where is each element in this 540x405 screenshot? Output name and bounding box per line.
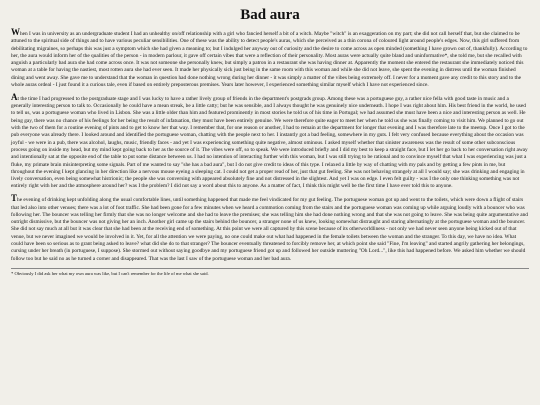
page-title: Bad aura [240,7,300,23]
paragraph-1 [11,27,529,89]
paragraph-2 [11,91,529,191]
footnote: * Obviously I did ask her what my own aura was like, but I can't remember for the life of me what she said. [11,271,209,277]
paragraph-text: hen I was in university as an undergraduate student I had an unhealthy on/off relationship with a girl who fancied herself a bit of a witch. Maybe "witch" is an exaggeration on my part; she did not call herself that, but she claimed to be attuned to the spiritual side of things and to have various peculiar sensibilities. One of these was the ability to detect people's auras, which she perceived as a thin corona of coloured light around people's edges. Now, this girl suffered from debilitating migraines, so perhaps this was just a symptom which she had given a meaning to; but I indulged her anyway out of curiosity and the desire to come across as open minded (something I have grown out of, thankfully). According to her, the aura would inform her of the qualities of the person - in modern parlour, it gave off certain vibes that were a reflection of their personality. Most auras were actually quite bland and uninformative*, she told me, but she recalled with anguish a particularly bad aura she had come across once. It was not someone she personally knew, but simply a patron in a restaurant she was having dinner at. Apparently the moment she entered the restaurant she immediately noticed this woman at a table for having the nastiest, most rotten aura she had ever seen. It made her physically sick just being in the same room with this woman and while she did not leave, she spent the evening in distress until the woman finished dining and went away. She gave me to understand that the woman in question had done nothing wrong during her dinner - it was simply a matter of the vibes being extremely off. I never for a moment gave any credit to this story and to the whole auras ordeal - I just found it a curious tale, even if based on entirely preposterous premises. Years later however, I experienced something similar myself which I have not experienced since. [11,31,528,89]
drop-cap: W [11,27,20,37]
drop-cap: T [11,193,18,204]
drop-cap: A [11,91,18,102]
footnote-divider [11,268,529,269]
paragraph-text: t the time I had progressed to the postgraduate stage and I was lucky to have a rather lively group of friends in the department's postgrads group. Among these was a portuguese guy, a rather nice fella with good taste in music and a generally interesting person to talk to. Occasionally he could have a mean streak, be a little catty; but he was sensible, and I always thought he was genuinely nice underneath. I hope I was right about him. His best friend in the world, he used to tell us, was a portuguese woman who lived in Lisbon. She was a little older than him and featured prominently in most stories he told us of his time in Portugal; we had assumed she must have been a nice and interesting person as well. He being gay, there was no chance of his feelings for her being the result of infatuation, they must have been entirely genuine. We were therefore quite eager to meet her when he told us she was finally coming to visit him. We planned to go out with the two of them for a routine evening of pints and to get to know her that way. I remember that, for one reason or another, I had to remain at the department for longer that evening and I was therefore late to the meetup. Once I got to the pub everyone was already there. I looked around and identified the portuguese woman, chatting with the people next to her. I instantly got a bad feeling, somewhere in my guts. I felt very confused because everything about the occasion was joyful - we were in a pub, there was alcohol, laughs, music, friendly faces - and yet I was experiencing something quite negative, almost ominous. I asked myself whether that sinister awareness was the result of some other subconscious process going on inside my head, but my mind kept going back to her as the source of it. The vibes were off, so to speak. We were introduced briefly and I did my best to keep a straight face, but I let her go back to her conversation right away and intentionally sat at the opposite end of the table to put some distance between us. I had no intention of interacting further with this woman, but I was still trying to be rational and to convince myself that what I was experiencing was just a fluke, my primate brain misinterpreting some signals. Part of me wanted to say "she has a bad aura", but I do not give credit to ideas of this type. I relaxed a little by way of chatting with my pals and by getting a few pints in me, but throughout the evening I kept glancing in her direction like a nervous mouse eyeing a sleeping cat. I could not get a proper read of her, just that gut feeling. She was not behaving strangely at all I would say; she was drinking and engaging in lively conversation, even being somewhat histrionic; the people she was conversing with appeared absolutely fine and not distressed in the slightest. And yet I was on edge. I even felt guilty - was I the only one thinking something was not entirely right with her and the atmosphere around her? was I the problem? I did not say a word about this to anyone. As a matter of fact, I think this might well be the first time I have ever told this to anyone. [11,95,528,190]
paragraph-text: he evening of drinking kept unfolding along the usual comfortable lines, until something happened that made me feel vindicated for my gut feeling. The portuguese woman got up and went to the toilets, which were down a flight of stairs that led also into other venues; there was a lot of foot traffic. She had been gone for a few minutes when we heard a commotion coming from the stairs and the portuguese woman was coming up while arguing loudly with a bouncer who was following her. The bouncer was telling her firmly that she was no longer welcome and she had to leave the premises; she was telling him she had done nothing wrong and that she was not going to leave. She was being quite argumentative and outright dismissive, but the bouncer was not giving her an inch. Another girl came up the stairs behind the bouncer, a stranger none of us knew, looking somewhat distraught and staring alternatingly at the portuguese woman and the bouncer. She did not say much at all but it was clear that she had been at the receiving end of something. At this point we were all captured by this scene because of its otherworldliness - not only we had never seen anyone being kicked out of that venue, but we never imagined we would be involved in it. Yet, for all the attention we were paying, no one could make out what had happened in the female toilets between the woman and the stranger. To this day, we have no idea. What could have been so serious as to grant being asked to leave? what did she do to that stranger? The bouncer eventually threatened to forcibly remove her, at which point she said "Fine, I'm leaving" and started angrily gathering her belongings, cursing under her breath (in portuguese, I suppose). She stormed out without saying goodbye and my portuguese friend got up and followed her outside muttering "Oh Lord...", like this had happened before. We asked him whether we should follow too but he said no as he turned a corner and disappeared. That was the last I saw of the portuguese woman and her bad aura. [11,197,528,262]
paragraph-3 [11,193,529,263]
